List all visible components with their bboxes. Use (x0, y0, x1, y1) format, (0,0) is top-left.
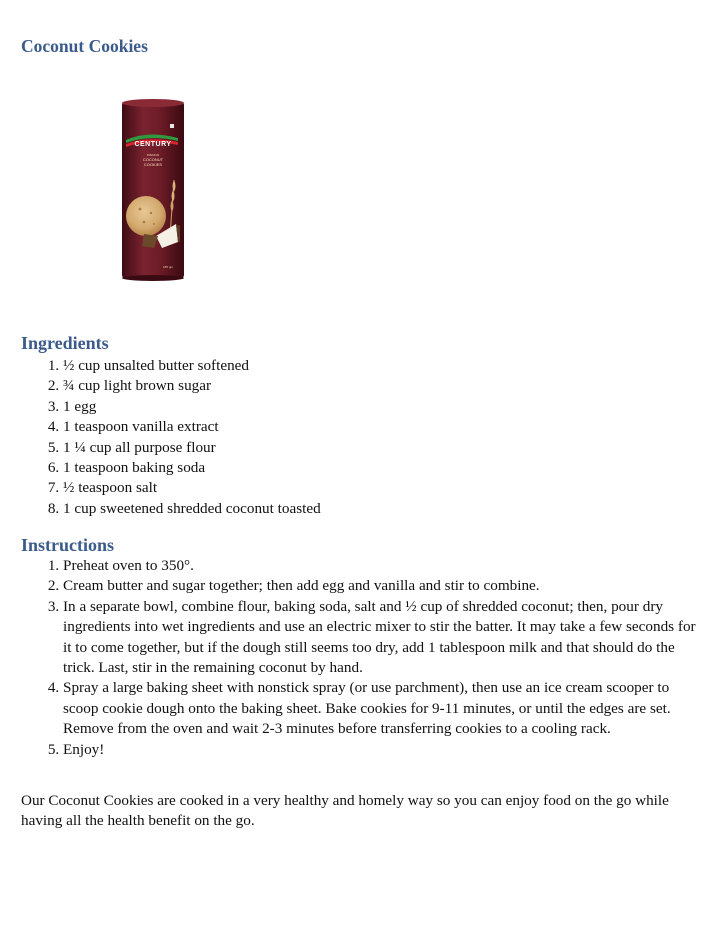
list-item: 2. Cream butter and sugar together; then add egg and vanilla and stir to combine. (63, 576, 701, 596)
svg-text:COCONUT: COCONUT (142, 157, 164, 162)
list-item: 1. ½ cup unsalted butter softened (63, 356, 701, 376)
list-item: 8. 1 cup sweetened shredded coconut toasted (63, 499, 701, 519)
svg-text:COOKIES: COOKIES (143, 162, 163, 167)
list-item: 4. 1 teaspoon vanilla extract (63, 417, 701, 437)
svg-text:185 gm: 185 gm (162, 265, 174, 269)
cookie-illustration (126, 196, 166, 236)
tube-lid (122, 99, 184, 107)
cookie-tube-image (118, 96, 188, 282)
svg-text:PREMIUM: PREMIUM (146, 154, 160, 157)
list-item: 3. 1 egg (63, 397, 701, 417)
closing-paragraph: Our Coconut Cookies are cooked in a very healthy and homely way so you can enjoy food on the go while having all the health benefit on the go. (21, 792, 669, 830)
document-title: Coconut Cookies (21, 36, 148, 56)
instructions-list (21, 556, 701, 760)
ingredients-heading: Ingredients (21, 333, 109, 353)
list-item: 6. 1 teaspoon baking soda (63, 458, 701, 478)
list-item: 5. 1 ¼ cup all purpose flour (63, 438, 701, 458)
brand-logo: CENTURY (134, 141, 172, 148)
ingredients-list (21, 356, 701, 519)
list-item: 5. Enjoy! (63, 740, 701, 760)
list-item: 7. ½ teaspoon salt (63, 478, 701, 498)
list-item: 2. ¾ cup light brown sugar (63, 376, 701, 396)
instructions-heading: Instructions (21, 535, 115, 555)
list-item: 3. In a separate bowl, combine flour, baking soda, salt and ½ cup of shredded coconut; then, pour dry ingredients into wet ingredients and use an electric mixer to stir the batter. It may take a few seconds for it to come together, but if the dough still seems too dry, add 1 tablespoon milk and that should do the trick. Last, stir in the remaining coconut by hand. (63, 597, 701, 679)
list-item: 1. Preheat oven to 350°. (63, 556, 701, 576)
list-item: 4. Spray a large baking sheet with nonstick spray (or use parchment), then use an ice cream scooper to scoop cookie dough onto the baking sheet. Bake cookies for 9-11 minutes, or until the edges are set. Remove from the oven and wait 2-3 minutes before transferring cookies to a cooling rack. (63, 678, 701, 739)
